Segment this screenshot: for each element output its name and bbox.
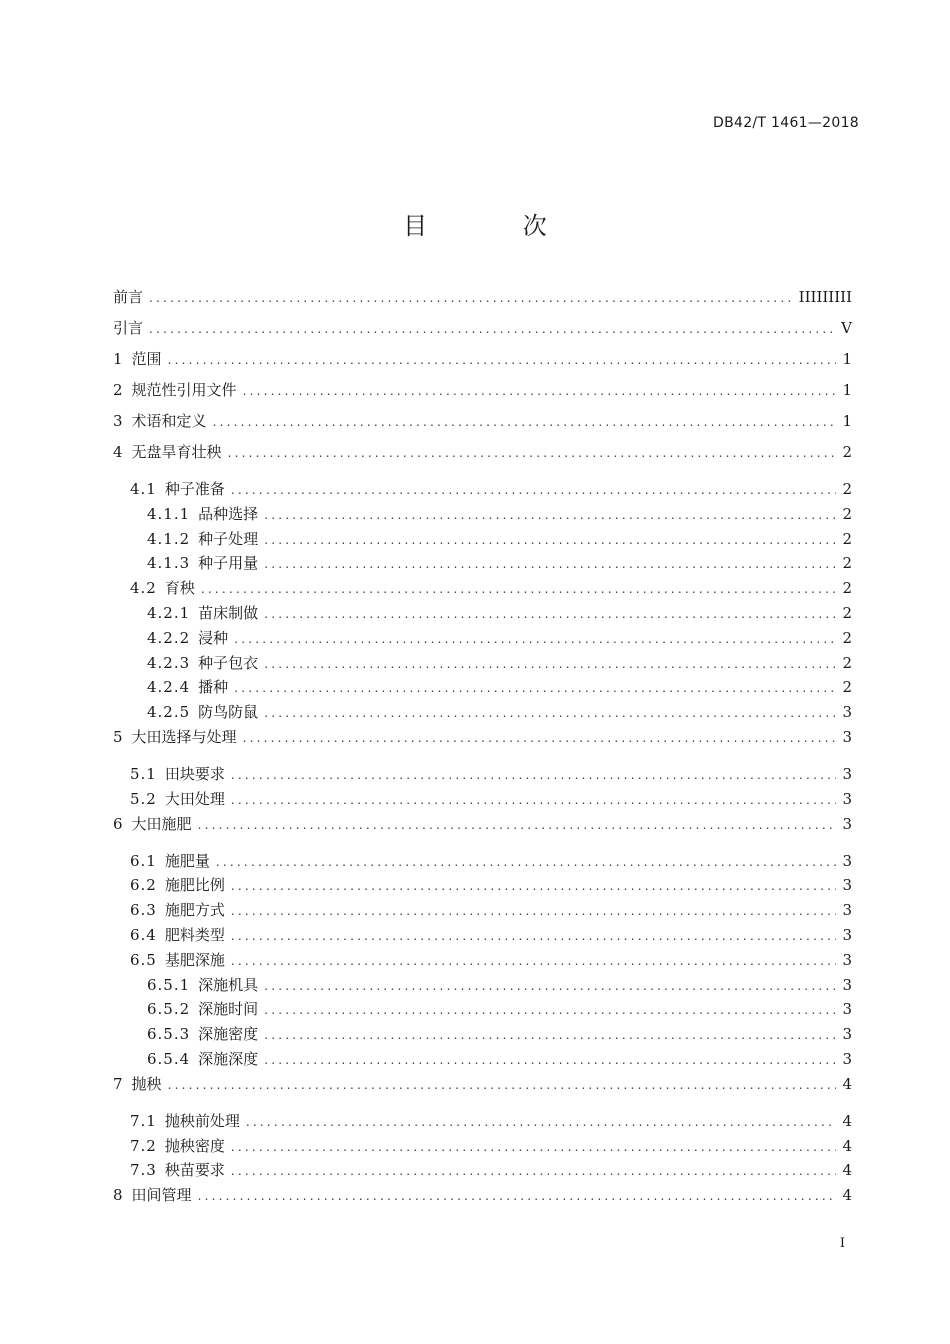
toc-entry-title: 抛秧前处理 <box>164 1111 240 1130</box>
toc-leader-dots <box>231 483 836 497</box>
toc-entry-page: 2 <box>842 504 852 523</box>
toc-entry-title: 大田处理 <box>164 789 225 808</box>
toc-entry[interactable] <box>113 652 852 677</box>
toc-entry-page: V <box>841 319 852 337</box>
toc-entry-title: 术语和定义 <box>131 412 207 430</box>
toc-leader-dots <box>246 1115 836 1129</box>
toc-entry-title: 种子用量 <box>198 554 259 573</box>
toc-entry-page: 3 <box>842 851 852 870</box>
toc-entry-page: 4 <box>842 1074 852 1093</box>
toc-entry-label <box>113 577 195 598</box>
toc-entry-label <box>113 286 143 307</box>
toc-leader-dots <box>264 508 836 522</box>
toc-entry[interactable] <box>113 1023 852 1048</box>
toc-entry[interactable] <box>113 813 852 844</box>
toc-entry-label <box>113 763 225 784</box>
toc-leader-dots <box>201 582 836 596</box>
toc-entry-title: 前言 <box>113 288 144 306</box>
toc-entry-label <box>113 850 210 871</box>
toc-leader-dots <box>243 731 836 745</box>
toc-entry-title: 田块要求 <box>164 764 225 783</box>
toc-entry-number: 3 <box>113 412 124 430</box>
toc-entry-title: 施肥量 <box>164 851 210 870</box>
toc-entry[interactable] <box>113 676 852 701</box>
toc-entry-number: 1 <box>113 350 124 368</box>
toc-entry-label <box>113 1073 162 1094</box>
toc-entry-page: 3 <box>842 1049 852 1068</box>
toc-entry-title: 防鸟防鼠 <box>198 703 259 722</box>
toc-entry-page: 3 <box>842 789 852 808</box>
toc-entry-label <box>113 1184 192 1205</box>
toc-entry-label <box>113 652 258 673</box>
toc-entry[interactable] <box>113 1135 852 1160</box>
toc-entry-number: 4.2.4 <box>147 678 191 697</box>
toc-entry-title: 引言 <box>113 319 144 337</box>
toc-entry-label <box>113 899 225 920</box>
toc-entry[interactable] <box>113 478 852 503</box>
toc-entry-page: 2 <box>842 653 852 672</box>
toc-entry-number: 4.2.2 <box>147 628 191 647</box>
toc-entry-page: 1 <box>842 381 852 399</box>
toc-entry-label <box>113 1135 225 1156</box>
page-number: I <box>839 1236 845 1251</box>
toc-entry-number: 5.1 <box>130 764 157 783</box>
toc-entry-title: 抛秧 <box>131 1074 162 1093</box>
toc-entry-title: 种子准备 <box>164 480 225 498</box>
table-of-contents <box>113 286 852 1215</box>
toc-entry-label <box>113 441 222 462</box>
toc-entry-number: 4.1 <box>130 480 157 498</box>
toc-entry-title: 深施时间 <box>198 1000 259 1019</box>
toc-entry-label <box>113 478 225 499</box>
toc-leader-dots <box>264 607 836 621</box>
toc-entry-page: 2 <box>842 628 852 647</box>
toc-entry-title: 秧苗要求 <box>164 1161 225 1180</box>
toc-entry-number: 7.3 <box>130 1161 157 1180</box>
toc-entry-title: 施肥比例 <box>164 876 225 895</box>
toc-entry-number: 6 <box>113 814 124 833</box>
toc-entry[interactable] <box>113 998 852 1023</box>
toc-entry-page: 3 <box>842 901 852 920</box>
toc-entry-number: 7.1 <box>130 1111 157 1130</box>
toc-entry-page: 2 <box>842 443 852 461</box>
toc-entry-page: IIIIIIIII <box>798 288 852 306</box>
toc-leader-dots <box>228 446 836 460</box>
toc-entry-page: 2 <box>842 554 852 573</box>
toc-entry-title: 播种 <box>198 678 229 697</box>
toc-entry-title: 大田选择与处理 <box>131 727 237 746</box>
toc-entry-label <box>113 379 237 400</box>
toc-entry-page: 3 <box>842 1000 852 1019</box>
toc-entry-number: 6.5.2 <box>147 1000 191 1019</box>
toc-entry-title: 苗床制做 <box>198 603 259 622</box>
toc-leader-dots <box>231 1140 836 1154</box>
toc-entry-label <box>113 503 258 524</box>
toc-entry-number: 7.2 <box>130 1136 157 1155</box>
toc-entry-page: 2 <box>842 603 852 622</box>
toc-entry-page: 1 <box>842 412 852 430</box>
toc-entry-number: 5.2 <box>130 789 157 808</box>
toc-leader-dots <box>216 855 836 869</box>
toc-entry-number: 8 <box>113 1186 124 1205</box>
toc-entry-page: 4 <box>842 1161 852 1180</box>
toc-entry-page: 1 <box>842 350 852 368</box>
toc-leader-dots <box>264 657 836 671</box>
toc-entry-label <box>113 410 207 431</box>
toc-entry-number: 6.1 <box>130 851 157 870</box>
toc-entry[interactable] <box>113 1184 852 1215</box>
toc-entry-label <box>113 924 225 945</box>
toc-entry-page: 3 <box>842 764 852 783</box>
toc-entry[interactable] <box>113 1110 852 1135</box>
toc-entry[interactable] <box>113 874 852 899</box>
toc-entry-title: 品种选择 <box>198 504 259 523</box>
toc-entry-title: 无盘旱育壮秧 <box>131 443 222 461</box>
toc-leader-dots <box>264 557 836 571</box>
toc-entry-label <box>113 813 192 834</box>
toc-leader-dots <box>231 954 836 968</box>
toc-entry[interactable] <box>113 503 852 528</box>
toc-entry-number: 2 <box>113 381 124 399</box>
toc-entry-number: 4.2 <box>130 579 157 598</box>
toc-entry-number: 4.2.3 <box>147 653 191 672</box>
toc-entry[interactable] <box>113 949 852 974</box>
toc-entry[interactable] <box>113 726 852 757</box>
toc-leader-dots <box>243 384 836 398</box>
toc-entry-number: 4 <box>113 443 124 461</box>
toc-entry[interactable] <box>113 1073 852 1104</box>
toc-entry[interactable] <box>113 577 852 602</box>
toc-leader-dots <box>234 681 836 695</box>
toc-entry[interactable] <box>113 899 852 924</box>
toc-entry-page: 3 <box>842 975 852 994</box>
toc-entry[interactable] <box>113 552 852 577</box>
toc-entry-number: 4.2.5 <box>147 703 191 722</box>
toc-entry[interactable] <box>113 379 852 410</box>
toc-entry-title: 规范性引用文件 <box>131 381 237 399</box>
toc-entry-page: 4 <box>842 1136 852 1155</box>
toc-leader-dots <box>149 322 835 336</box>
toc-entry-title: 育秧 <box>164 579 195 598</box>
toc-entry-page: 3 <box>842 1025 852 1044</box>
toc-entry-page: 4 <box>842 1186 852 1205</box>
toc-entry-number: 5 <box>113 727 124 746</box>
toc-entry-title: 大田施肥 <box>131 814 192 833</box>
toc-entry-number: 4.2.1 <box>147 603 191 622</box>
toc-entry-title: 深施深度 <box>198 1049 259 1068</box>
toc-leader-dots <box>231 768 836 782</box>
toc-entry-title: 基肥深施 <box>164 950 225 969</box>
toc-leader-dots <box>231 904 836 918</box>
toc-entry[interactable] <box>113 924 852 949</box>
toc-entry-page: 3 <box>842 727 852 746</box>
toc-entry-page: 3 <box>842 950 852 969</box>
toc-entry-label <box>113 998 258 1019</box>
toc-entry-label <box>113 1023 258 1044</box>
toc-leader-dots <box>198 1189 836 1203</box>
toc-entry-label <box>113 974 258 995</box>
toc-leader-dots <box>149 291 793 305</box>
toc-entry-label <box>113 874 225 895</box>
toc-entry[interactable] <box>113 410 852 441</box>
toc-entry-title: 肥料类型 <box>164 925 225 944</box>
toc-leader-dots <box>213 415 836 429</box>
toc-entry-page: 2 <box>842 480 852 498</box>
toc-leader-dots <box>231 929 836 943</box>
toc-entry[interactable] <box>113 627 852 652</box>
toc-entry-title: 深施密度 <box>198 1025 259 1044</box>
toc-leader-dots <box>264 979 836 993</box>
toc-entry-number: 6.5.3 <box>147 1025 191 1044</box>
toc-entry-label <box>113 676 228 697</box>
toc-entry-number: 4.1.3 <box>147 554 191 573</box>
toc-leader-dots <box>264 1053 836 1067</box>
toc-entry-title: 深施机具 <box>198 975 259 994</box>
toc-entry[interactable] <box>113 701 852 726</box>
toc-entry-number: 6.4 <box>130 925 157 944</box>
toc-entry-page: 2 <box>842 529 852 548</box>
toc-entry-title: 种子包衣 <box>198 653 259 672</box>
toc-leader-dots <box>168 1078 836 1092</box>
toc-entry[interactable] <box>113 763 852 788</box>
toc-entry-label <box>113 701 258 722</box>
toc-entry-page: 3 <box>842 703 852 722</box>
toc-entry[interactable] <box>113 1159 852 1184</box>
toc-entry-label <box>113 949 225 970</box>
toc-entry-page: 3 <box>842 925 852 944</box>
toc-entry[interactable] <box>113 286 852 317</box>
toc-entry-label <box>113 602 258 623</box>
toc-entry-label <box>113 1159 225 1180</box>
toc-entry[interactable] <box>113 348 852 379</box>
toc-entry-title: 田间管理 <box>131 1186 192 1205</box>
toc-entry-page: 2 <box>842 579 852 598</box>
toc-leader-dots <box>234 632 836 646</box>
toc-entry-number: 6.2 <box>130 876 157 895</box>
toc-entry-number: 6.5 <box>130 950 157 969</box>
toc-entry-title: 浸种 <box>198 628 229 647</box>
toc-entry-title: 种子处理 <box>198 529 259 548</box>
toc-entry-label <box>113 317 143 338</box>
toc-entry-page: 3 <box>842 814 852 833</box>
toc-entry-number: 7 <box>113 1074 124 1093</box>
toc-entry-number: 4.1.1 <box>147 504 191 523</box>
toc-entry-number: 4.1.2 <box>147 529 191 548</box>
toc-leader-dots <box>231 793 836 807</box>
toc-entry[interactable] <box>113 317 852 348</box>
toc-leader-dots <box>264 533 836 547</box>
toc-entry-page: 4 <box>842 1111 852 1130</box>
toc-entry-title: 施肥方式 <box>164 901 225 920</box>
toc-entry-number: 6.5.1 <box>147 975 191 994</box>
toc-entry-page: 3 <box>842 876 852 895</box>
toc-entry[interactable] <box>113 528 852 553</box>
toc-entry-label <box>113 1110 240 1131</box>
toc-entry-label <box>113 726 237 747</box>
toc-leader-dots <box>198 818 836 832</box>
toc-entry-label <box>113 1048 258 1069</box>
toc-leader-dots <box>264 1028 836 1042</box>
toc-entry[interactable] <box>113 1048 852 1073</box>
toc-leader-dots <box>231 879 836 893</box>
toc-entry-number: 6.3 <box>130 901 157 920</box>
toc-entry[interactable] <box>113 974 852 999</box>
toc-entry-page: 2 <box>842 678 852 697</box>
toc-leader-dots <box>231 1164 836 1178</box>
toc-leader-dots <box>168 353 836 367</box>
toc-entry[interactable] <box>113 850 852 875</box>
toc-entry-label <box>113 528 258 549</box>
toc-entry[interactable] <box>113 441 852 472</box>
toc-leader-dots <box>264 706 836 720</box>
page-title: 目 次 <box>403 212 591 240</box>
toc-entry-label <box>113 348 162 369</box>
toc-entry-label <box>113 788 225 809</box>
toc-entry[interactable] <box>113 602 852 627</box>
toc-entry-label <box>113 627 228 648</box>
standard-code: DB42/T 1461—2018 <box>713 115 859 131</box>
toc-entry-number: 6.5.4 <box>147 1049 191 1068</box>
toc-entry-title: 抛秧密度 <box>164 1136 225 1155</box>
toc-leader-dots <box>264 1003 836 1017</box>
toc-entry-label <box>113 552 258 573</box>
toc-entry-title: 范围 <box>131 350 162 368</box>
toc-entry[interactable] <box>113 788 852 813</box>
